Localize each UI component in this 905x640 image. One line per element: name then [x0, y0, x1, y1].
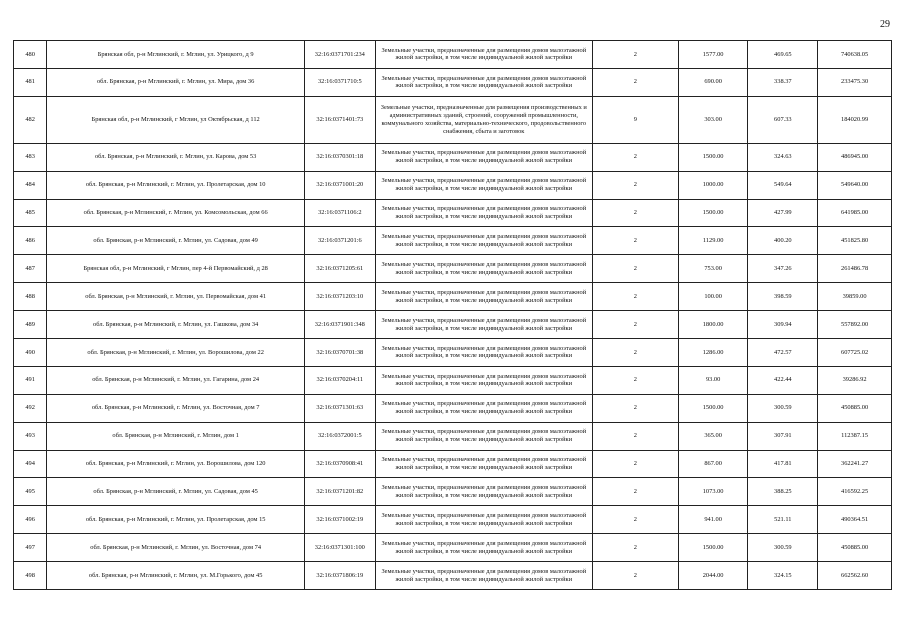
cadastral-value-cell: 549640.00 [818, 171, 892, 199]
permitted-use-cell: Земельные участки, предназначенные для размещения домов малоэтажной жилой застройки, в том числе индивидуальной жилой застройки [375, 143, 592, 171]
row-number-cell: 489 [14, 311, 47, 339]
parcel-address-cell: обл. Брянская, р-н Мглинский, г. Мглин, ул. Карова, дом 53 [47, 143, 305, 171]
land-parcel-table [13, 40, 892, 590]
parcel-area-cell: 1000.00 [678, 171, 748, 199]
row-number-cell: 485 [14, 199, 47, 227]
cadastral-value-cell: 112387.15 [818, 422, 892, 450]
specific-cadastral-value-cell: 300.59 [748, 394, 818, 422]
permitted-use-cell: Земельные участки, предназначенные для размещения домов малоэтажной жилой застройки, в том числе индивидуальной жилой застройки [375, 366, 592, 394]
use-group-code-cell: 2 [592, 478, 678, 506]
specific-cadastral-value-cell: 324.63 [748, 143, 818, 171]
parcel-address-cell: обл. Брянская, р-н Мглинский, г. Мглин, ул. Садовая, дом 49 [47, 227, 305, 255]
parcel-address-cell: обл. Брянская, р-н Мглинский, г. Мглин, ул. Восточная, дом 74 [47, 534, 305, 562]
permitted-use-cell: Земельные участки, предназначенные для размещения домов малоэтажной жилой застройки, в том числе индивидуальной жилой застройки [375, 68, 592, 96]
cadastral-number-cell: 32:16:0371106:2 [304, 199, 375, 227]
cadastral-number-cell: 32:16:0370204:11 [304, 366, 375, 394]
cadastral-number-cell: 32:16:0371901:348 [304, 311, 375, 339]
parcel-address-cell: обл. Брянская, р-н Мглинский, г. Мглин, ул. М.Горького, дом 45 [47, 562, 305, 590]
cadastral-number-cell: 32:16:0371710:5 [304, 68, 375, 96]
parcel-area-cell: 1073.00 [678, 478, 748, 506]
specific-cadastral-value-cell: 324.15 [748, 562, 818, 590]
cadastral-number-cell: 32:16:0371701:234 [304, 41, 375, 69]
table-row [14, 143, 892, 171]
parcel-address-cell: обл. Брянская, р-н Мглинский, г. Мглин, ул. Садовая, дом 45 [47, 478, 305, 506]
specific-cadastral-value-cell: 338.37 [748, 68, 818, 96]
permitted-use-cell: Земельные участки, предназначенные для размещения домов малоэтажной жилой застройки, в том числе индивидуальной жилой застройки [375, 283, 592, 311]
cadastral-number-cell: 32:16:0370301:18 [304, 143, 375, 171]
parcel-area-cell: 1800.00 [678, 311, 748, 339]
row-number-cell: 497 [14, 534, 47, 562]
parcel-area-cell: 941.00 [678, 506, 748, 534]
table-row [14, 534, 892, 562]
row-number-cell: 481 [14, 68, 47, 96]
specific-cadastral-value-cell: 521.11 [748, 506, 818, 534]
cadastral-number-cell: 32:16:0371001:20 [304, 171, 375, 199]
row-number-cell: 498 [14, 562, 47, 590]
table-row [14, 422, 892, 450]
use-group-code-cell: 2 [592, 143, 678, 171]
cadastral-number-cell: 32:16:0371002:19 [304, 506, 375, 534]
cadastral-number-cell: 32:16:0371806:19 [304, 562, 375, 590]
cadastral-number-cell: 32:16:0372001:5 [304, 422, 375, 450]
specific-cadastral-value-cell: 417.81 [748, 450, 818, 478]
table-row [14, 199, 892, 227]
cadastral-value-cell: 261486.78 [818, 255, 892, 283]
parcel-address-cell: обл. Брянская, р-н Мглинский, г. Мглин, ул. Первомайская, дом 41 [47, 283, 305, 311]
cadastral-value-cell: 450885.00 [818, 534, 892, 562]
cadastral-number-cell: 32:16:0371401:73 [304, 96, 375, 143]
use-group-code-cell: 2 [592, 562, 678, 590]
parcel-area-cell: 1500.00 [678, 534, 748, 562]
permitted-use-cell: Земельные участки, предназначенные для размещения домов малоэтажной жилой застройки, в том числе индивидуальной жилой застройки [375, 478, 592, 506]
permitted-use-cell: Земельные участки, предназначенные для размещения домов малоэтажной жилой застройки, в том числе индивидуальной жилой застройки [375, 41, 592, 69]
cadastral-number-cell: 32:16:0371203:10 [304, 283, 375, 311]
table-row [14, 339, 892, 367]
parcel-area-cell: 1577.00 [678, 41, 748, 69]
permitted-use-cell: Земельные участки, предназначенные для размещения производственных и административных зданий, строений, сооружений промышленности, коммунального хозяйства, материально-технического, продовольственного снабжения, сбыта и заготовок [375, 96, 592, 143]
row-number-cell: 492 [14, 394, 47, 422]
cadastral-number-cell: 32:16:0371205:61 [304, 255, 375, 283]
table-row [14, 227, 892, 255]
parcel-address-cell: Брянская обл, р-н Мглинский, г Мглин, ул Октябрьская, д 112 [47, 96, 305, 143]
row-number-cell: 480 [14, 41, 47, 69]
parcel-address-cell: обл. Брянская, р-н Мглинский, г. Мглин, ул. Комсомольская, дом 66 [47, 199, 305, 227]
use-group-code-cell: 2 [592, 41, 678, 69]
parcel-address-cell: обл. Брянская, р-н Мглинский, г. Мглин, ул. Восточная, дом 7 [47, 394, 305, 422]
permitted-use-cell: Земельные участки, предназначенные для размещения домов малоэтажной жилой застройки, в том числе индивидуальной жилой застройки [375, 227, 592, 255]
parcel-area-cell: 93.00 [678, 366, 748, 394]
parcel-address-cell: Брянская обл, р-н Мглинский, г. Мглин, ул. Урицкого, д 9 [47, 41, 305, 69]
row-number-cell: 486 [14, 227, 47, 255]
parcel-address-cell: обл. Брянская, р-н Мглинский, г. Мглин, дом 1 [47, 422, 305, 450]
table-row [14, 506, 892, 534]
table-row [14, 41, 892, 69]
cadastral-value-cell: 233475.30 [818, 68, 892, 96]
table-row [14, 394, 892, 422]
row-number-cell: 493 [14, 422, 47, 450]
use-group-code-cell: 2 [592, 394, 678, 422]
row-number-cell: 490 [14, 339, 47, 367]
permitted-use-cell: Земельные участки, предназначенные для размещения домов малоэтажной жилой застройки, в том числе индивидуальной жилой застройки [375, 422, 592, 450]
cadastral-value-cell: 416592.25 [818, 478, 892, 506]
specific-cadastral-value-cell: 427.99 [748, 199, 818, 227]
parcel-area-cell: 867.00 [678, 450, 748, 478]
cadastral-value-cell: 486945.00 [818, 143, 892, 171]
use-group-code-cell: 2 [592, 171, 678, 199]
parcel-area-cell: 1500.00 [678, 143, 748, 171]
row-number-cell: 491 [14, 366, 47, 394]
use-group-code-cell: 9 [592, 96, 678, 143]
use-group-code-cell: 2 [592, 227, 678, 255]
specific-cadastral-value-cell: 400.20 [748, 227, 818, 255]
row-number-cell: 483 [14, 143, 47, 171]
land-parcel-table-body [14, 41, 892, 590]
cadastral-value-cell: 451825.80 [818, 227, 892, 255]
specific-cadastral-value-cell: 398.59 [748, 283, 818, 311]
use-group-code-cell: 2 [592, 534, 678, 562]
specific-cadastral-value-cell: 469.65 [748, 41, 818, 69]
use-group-code-cell: 2 [592, 68, 678, 96]
permitted-use-cell: Земельные участки, предназначенные для размещения домов малоэтажной жилой застройки, в том числе индивидуальной жилой застройки [375, 339, 592, 367]
cadastral-number-cell: 32:16:0371301:63 [304, 394, 375, 422]
table-row [14, 96, 892, 143]
cadastral-value-cell: 490364.51 [818, 506, 892, 534]
use-group-code-cell: 2 [592, 339, 678, 367]
parcel-area-cell: 690.00 [678, 68, 748, 96]
specific-cadastral-value-cell: 307.91 [748, 422, 818, 450]
row-number-cell: 495 [14, 478, 47, 506]
parcel-area-cell: 2044.00 [678, 562, 748, 590]
specific-cadastral-value-cell: 347.26 [748, 255, 818, 283]
specific-cadastral-value-cell: 472.57 [748, 339, 818, 367]
row-number-cell: 494 [14, 450, 47, 478]
cadastral-value-cell: 557892.00 [818, 311, 892, 339]
use-group-code-cell: 2 [592, 255, 678, 283]
cadastral-value-cell: 39286.92 [818, 366, 892, 394]
parcel-area-cell: 365.00 [678, 422, 748, 450]
table-row [14, 478, 892, 506]
parcel-area-cell: 1500.00 [678, 199, 748, 227]
cadastral-value-cell: 184020.99 [818, 96, 892, 143]
parcel-address-cell: обл. Брянская, р-н Мглинский, г. Мглин, ул. Гашкова, дом 34 [47, 311, 305, 339]
cadastral-number-cell: 32:16:0371301:100 [304, 534, 375, 562]
cadastral-value-cell: 641985.00 [818, 199, 892, 227]
cadastral-value-cell: 740638.05 [818, 41, 892, 69]
row-number-cell: 482 [14, 96, 47, 143]
use-group-code-cell: 2 [592, 366, 678, 394]
row-number-cell: 496 [14, 506, 47, 534]
parcel-address-cell: обл. Брянская, р-н Мглинский, г. Мглин, ул. Ворошилова, дом 22 [47, 339, 305, 367]
parcel-area-cell: 1286.00 [678, 339, 748, 367]
cadastral-value-cell: 450885.00 [818, 394, 892, 422]
use-group-code-cell: 2 [592, 199, 678, 227]
permitted-use-cell: Земельные участки, предназначенные для размещения домов малоэтажной жилой застройки, в том числе индивидуальной жилой застройки [375, 450, 592, 478]
parcel-area-cell: 100.00 [678, 283, 748, 311]
specific-cadastral-value-cell: 422.44 [748, 366, 818, 394]
specific-cadastral-value-cell: 549.64 [748, 171, 818, 199]
cadastral-value-cell: 362241.27 [818, 450, 892, 478]
cadastral-value-cell: 607725.02 [818, 339, 892, 367]
table-row [14, 450, 892, 478]
table-row [14, 68, 892, 96]
parcel-address-cell: обл. Брянская, р-н Мглинский, г. Мглин, ул. Гагарина, дом 24 [47, 366, 305, 394]
permitted-use-cell: Земельные участки, предназначенные для размещения домов малоэтажной жилой застройки, в том числе индивидуальной жилой застройки [375, 534, 592, 562]
parcel-address-cell: обл. Брянская, р-н Мглинский, г. Мглин, ул. Пролетарская, дом 15 [47, 506, 305, 534]
permitted-use-cell: Земельные участки, предназначенные для размещения домов малоэтажной жилой застройки, в том числе индивидуальной жилой застройки [375, 562, 592, 590]
specific-cadastral-value-cell: 309.94 [748, 311, 818, 339]
cadastral-value-cell: 662562.60 [818, 562, 892, 590]
parcel-address-cell: обл. Брянская, р-н Мглинский, г. Мглин, ул. Мира, дом 36 [47, 68, 305, 96]
specific-cadastral-value-cell: 300.59 [748, 534, 818, 562]
table-row [14, 171, 892, 199]
permitted-use-cell: Земельные участки, предназначенные для размещения домов малоэтажной жилой застройки, в том числе индивидуальной жилой застройки [375, 394, 592, 422]
parcel-area-cell: 1129.00 [678, 227, 748, 255]
row-number-cell: 484 [14, 171, 47, 199]
specific-cadastral-value-cell: 607.33 [748, 96, 818, 143]
parcel-address-cell: Брянская обл, р-н Мглинский, г Мглин, пер 4-й Первомайский, д 28 [47, 255, 305, 283]
row-number-cell: 487 [14, 255, 47, 283]
permitted-use-cell: Земельные участки, предназначенные для размещения домов малоэтажной жилой застройки, в том числе индивидуальной жилой застройки [375, 171, 592, 199]
table-row [14, 255, 892, 283]
permitted-use-cell: Земельные участки, предназначенные для размещения домов малоэтажной жилой застройки, в том числе индивидуальной жилой застройки [375, 255, 592, 283]
parcel-area-cell: 753.00 [678, 255, 748, 283]
use-group-code-cell: 2 [592, 311, 678, 339]
row-number-cell: 488 [14, 283, 47, 311]
cadastral-number-cell: 32:16:0371201:6 [304, 227, 375, 255]
parcel-area-cell: 1500.00 [678, 394, 748, 422]
table-row [14, 283, 892, 311]
table-row [14, 311, 892, 339]
use-group-code-cell: 2 [592, 283, 678, 311]
parcel-address-cell: обл. Брянская, р-н Мглинский, г. Мглин, ул. Пролетарская, дом 10 [47, 171, 305, 199]
table-row [14, 366, 892, 394]
table-row [14, 562, 892, 590]
use-group-code-cell: 2 [592, 506, 678, 534]
use-group-code-cell: 2 [592, 422, 678, 450]
permitted-use-cell: Земельные участки, предназначенные для размещения домов малоэтажной жилой застройки, в том числе индивидуальной жилой застройки [375, 506, 592, 534]
cadastral-number-cell: 32:16:0370908:41 [304, 450, 375, 478]
parcel-area-cell: 303.00 [678, 96, 748, 143]
page-number: 29 [880, 19, 890, 30]
cadastral-number-cell: 32:16:0370701:38 [304, 339, 375, 367]
permitted-use-cell: Земельные участки, предназначенные для размещения домов малоэтажной жилой застройки, в том числе индивидуальной жилой застройки [375, 199, 592, 227]
parcel-address-cell: обл. Брянская, р-н Мглинский, г. Мглин, ул. Ворошилова, дом 120 [47, 450, 305, 478]
permitted-use-cell: Земельные участки, предназначенные для размещения домов малоэтажной жилой застройки, в том числе индивидуальной жилой застройки [375, 311, 592, 339]
specific-cadastral-value-cell: 388.25 [748, 478, 818, 506]
cadastral-number-cell: 32:16:0371201:82 [304, 478, 375, 506]
use-group-code-cell: 2 [592, 450, 678, 478]
cadastral-value-cell: 39859.00 [818, 283, 892, 311]
